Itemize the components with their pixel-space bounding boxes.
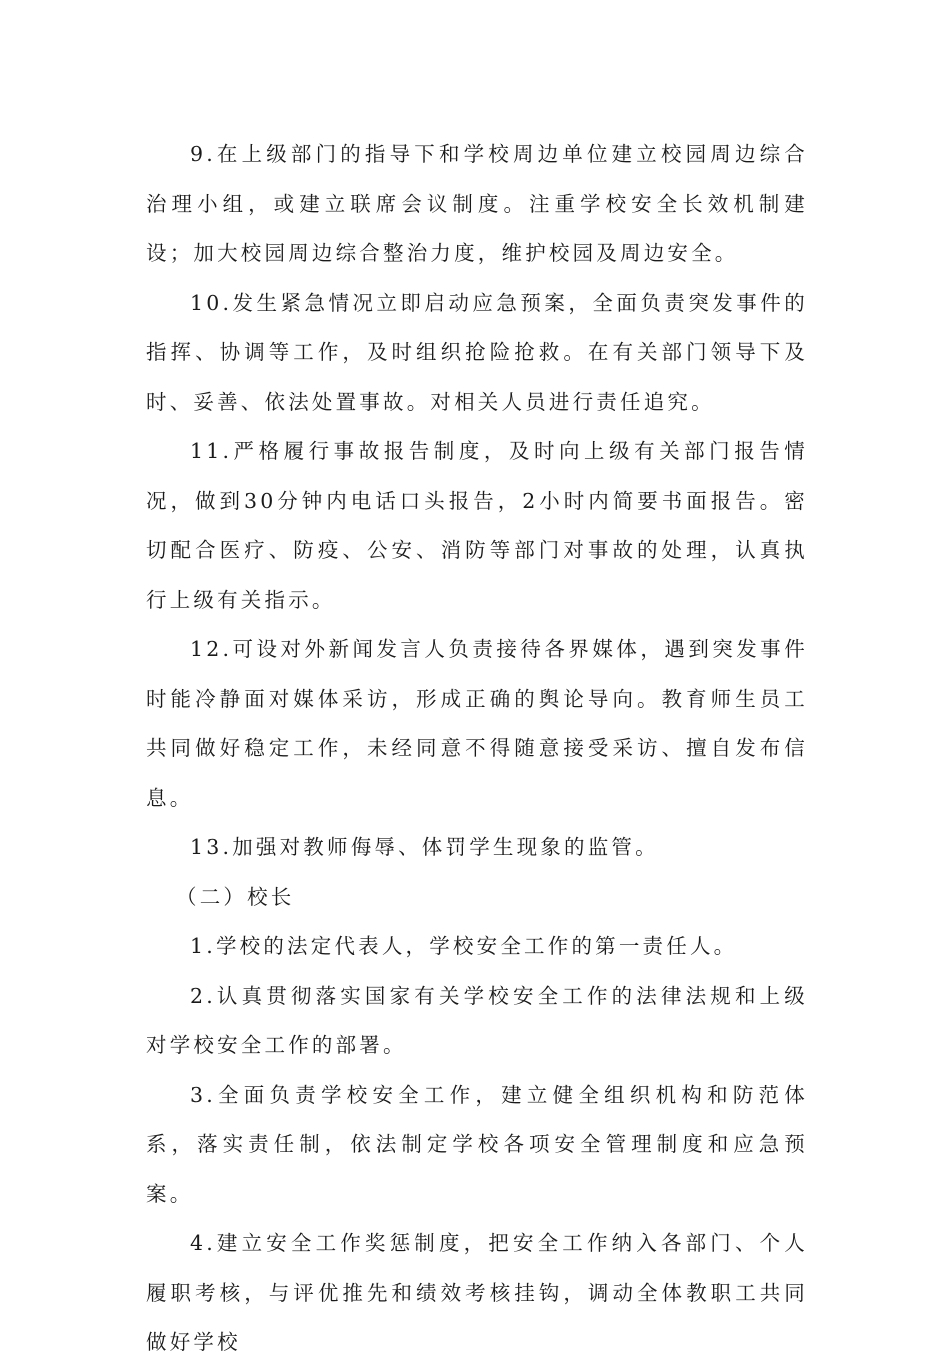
principal-paragraph-4: 4.建立安全工作奖惩制度，把安全工作纳入各部门、个人履职考核，与评优推先和绩效考核挂钩，调动全体教职工共同做好学校 bbox=[146, 1231, 808, 1354]
paragraph-item-9: 9.在上级部门的指导下和学校周边单位建立校园周边综合治理小组，或建立联席会议制度。注重学校安全长效机制建设；加大校园周边综合整治力度，维护校园及周边安全。 bbox=[146, 142, 808, 265]
paragraph-item-12: 12.可设对外新闻发言人负责接待各界媒体，遇到突发事件时能冷静面对媒体采访，形成正确的舆论导向。教育师生员工共同做好稳定工作，未经同意不得随意接受采访、擅自发布信息。 bbox=[146, 637, 808, 810]
document-body bbox=[146, 130, 808, 1368]
paragraph-item-11: 11.严格履行事故报告制度，及时向上级有关部门报告情况，做到30分钟内电话口头报告，2小时内简要书面报告。密切配合医疗、防疫、公安、消防等部门对事故的处理，认真执行上级有关指示。 bbox=[146, 439, 808, 612]
principal-paragraph-1: 1.学校的法定代表人，学校安全工作的第一责任人。 bbox=[190, 934, 738, 958]
principal-paragraph-2: 2.认真贯彻落实国家有关学校安全工作的法律法规和上级对学校安全工作的部署。 bbox=[146, 983, 808, 1057]
section-heading: （二）校长 bbox=[176, 884, 295, 909]
principal-paragraph-3: 3.全面负责学校安全工作，建立健全组织机构和防范体系，落实责任制，依法制定学校各项安全管理制度和应急预案。 bbox=[146, 1082, 808, 1206]
paragraph-item-13: 13.加强对教师侮辱、体罚学生现象的监管。 bbox=[190, 835, 659, 859]
paragraph-item-10: 10.发生紧急情况立即启动应急预案，全面负责突发事件的指挥、协调等工作，及时组织抢险抢救。在有关部门领导下及时、妥善、依法处置事故。对相关人员进行责任追究。 bbox=[146, 290, 808, 414]
